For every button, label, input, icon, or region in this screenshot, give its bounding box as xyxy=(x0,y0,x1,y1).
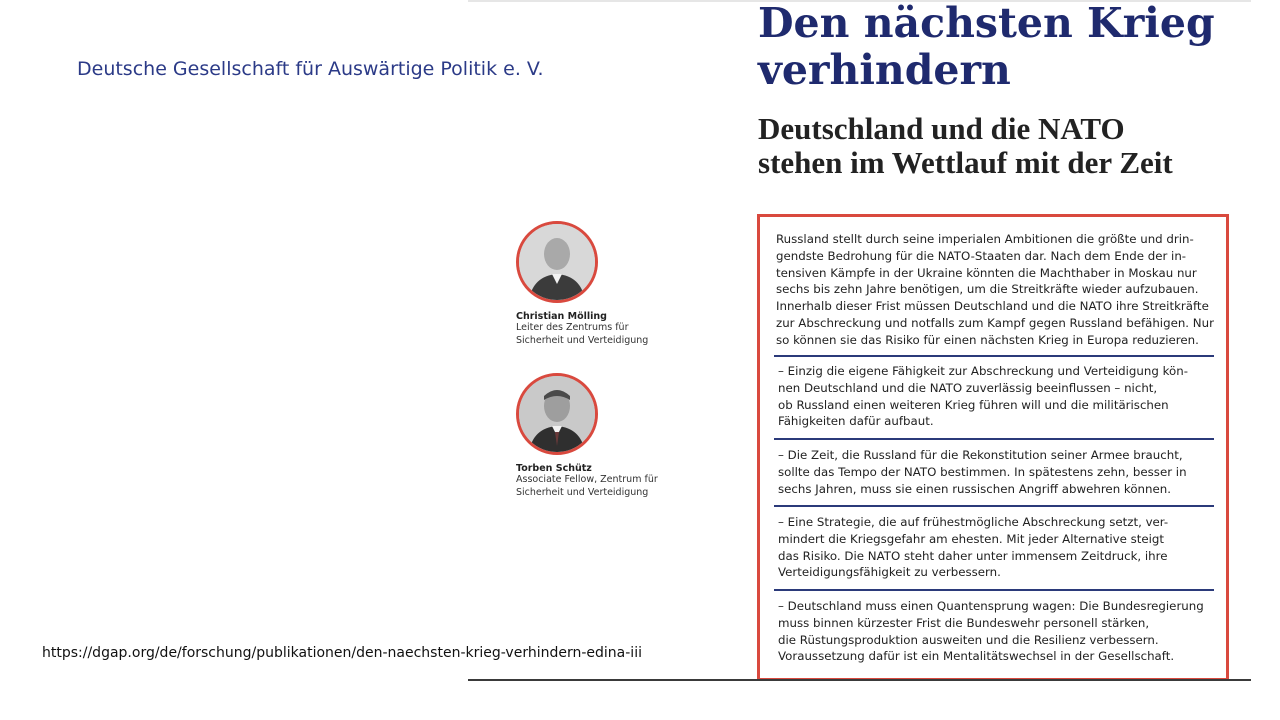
document-title xyxy=(758,0,1215,94)
summary-point: – Einzig die eigene Fähigkeit zur Abschreckung und Verteidigung kön- nen Deutschland und die NATO zuverlässig beeinflussen – nicht, ob Russland einen weiteren Krieg führen will und die militärischen Fähigkeiten dafür aufbaut. xyxy=(778,364,1188,429)
section-divider xyxy=(774,505,1214,507)
title-text: Den nächsten Krieg verhindern xyxy=(758,0,1215,94)
author-role: Associate Fellow, Zentrum für Sicherheit und Verteidigung xyxy=(516,474,658,498)
page-bottom-border xyxy=(468,679,1251,681)
section-divider xyxy=(774,438,1214,440)
portrait-icon xyxy=(519,224,595,300)
summary-intro: Russland stellt durch seine imperialen Ambitionen die größte und drin- gendste Bedrohung für die NATO-Staaten dar. Nach dem Ende der in- tensiven Kämpfe in der Ukraine könnten die Machthaber in Moskau nur sechs bis zehn Jahre benötigen, um die Streitkräfte wieder aufzubauen. Innerhalb dieser Frist müssen Deutschland und die NATO ihre Streitkräfte zur Abschreckung und notfalls zum Kampf gegen Russland befähigen. Nur so können sie das Risiko für einen nächsten Krieg in Europa reduzieren. xyxy=(776,232,1214,347)
document-subtitle xyxy=(758,112,1173,180)
summary-point: – Deutschland muss einen Quantensprung wagen: Die Bundesregierung muss binnen kürzester Frist die Bundeswehr personell stärken, die Rüstungsproduktion ausweiten und die Resilienz verbessern. Voraussetzung dafür ist ein Mentalitätswechsel in der Gesellschaft. xyxy=(778,599,1204,664)
organization-name: Deutsche Gesellschaft für Auswärtige Politik e. V. xyxy=(77,58,544,80)
author-name: Torben Schütz xyxy=(516,463,592,474)
author-photo xyxy=(516,221,598,303)
author-card xyxy=(516,373,736,499)
author-name: Christian Mölling xyxy=(516,311,607,322)
section-divider xyxy=(774,589,1214,591)
summary-point: – Die Zeit, die Russland für die Rekonstitution seiner Armee braucht, sollte das Tempo der NATO bestimmen. In spätestens zehn, besser in sechs Jahren, muss sie einen russischen Angriff abwehren können. xyxy=(778,448,1187,496)
author-role: Leiter des Zentrums für Sicherheit und Verteidigung xyxy=(516,322,649,346)
portrait-icon xyxy=(519,376,595,452)
author-photo xyxy=(516,373,598,455)
source-url[interactable]: https://dgap.org/de/forschung/publikationen/den-naechsten-krieg-verhindern-edina-iii xyxy=(42,645,642,661)
subtitle-text: Deutschland und die NATO stehen im Wettlauf mit der Zeit xyxy=(758,111,1173,180)
section-divider xyxy=(774,355,1214,357)
summary-box xyxy=(757,214,1229,681)
author-card xyxy=(516,221,736,347)
summary-point: – Eine Strategie, die auf frühestmögliche Abschreckung setzt, ver- mindert die Kriegsgefahr am ehesten. Mit jeder Alternative steigt das Risiko. Die NATO steht daher unter immensem Zeitdruck, ihre Verteidigungsfähigkeit zu verbessern. xyxy=(778,515,1169,580)
